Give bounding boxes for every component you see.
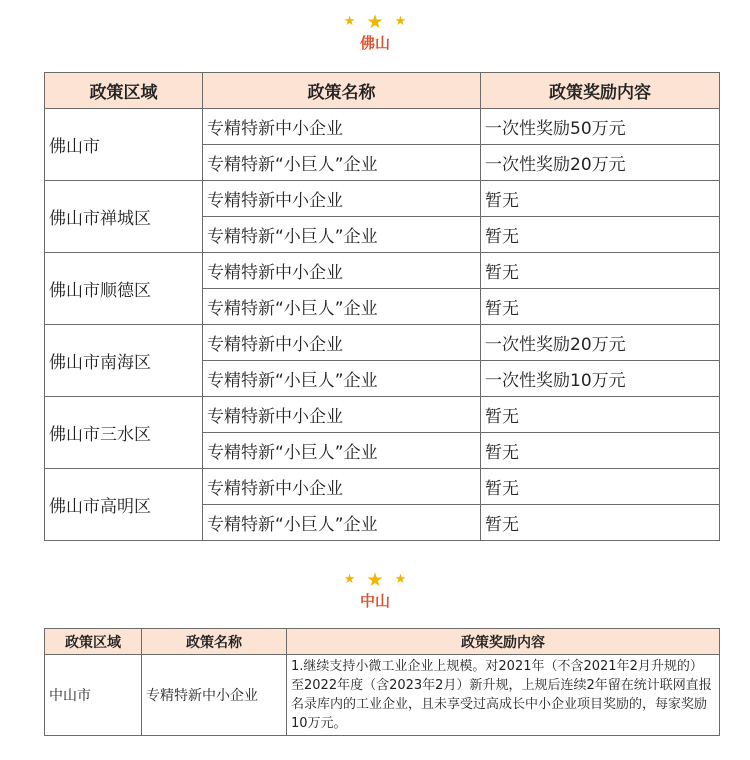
star-icon: ★ <box>394 571 407 587</box>
region-cell: 佛山市 <box>45 109 203 181</box>
reward-cell: 一次性奖励20万元 <box>481 325 720 361</box>
star-icon: ★ <box>343 571 356 587</box>
table-header-row <box>45 629 720 655</box>
reward-cell: 一次性奖励50万元 <box>481 109 720 145</box>
policy-name-cell: 专精特新中小企业 <box>203 325 481 361</box>
star-icon: ★ <box>366 10 384 33</box>
star-icon: ★ <box>366 568 384 591</box>
reward-cell: 一次性奖励20万元 <box>481 145 720 181</box>
region-cell: 佛山市南海区 <box>45 325 203 397</box>
reward-cell: 暂无 <box>481 181 720 217</box>
reward-cell: 一次性奖励10万元 <box>481 361 720 397</box>
table-row <box>45 253 720 289</box>
reward-cell: 暂无 <box>481 397 720 433</box>
policy-name-cell: 专精特新“小巨人”企业 <box>203 433 481 469</box>
header-policy-name: 政策名称 <box>142 629 287 655</box>
star-icon: ★ <box>343 13 356 29</box>
table-row <box>45 655 720 736</box>
policy-name-cell: 专精特新“小巨人”企业 <box>203 505 481 541</box>
header-reward: 政策奖励内容 <box>481 73 720 109</box>
header-reward: 政策奖励内容 <box>287 629 720 655</box>
foshan-title: 佛山 <box>359 34 390 52</box>
region-cell: 佛山市禅城区 <box>45 181 203 253</box>
zhongshan-section-header <box>0 568 750 612</box>
reward-cell: 暂无 <box>481 253 720 289</box>
reward-cell: 暂无 <box>481 433 720 469</box>
table-row <box>45 469 720 505</box>
policy-name-cell: 专精特新“小巨人”企业 <box>203 289 481 325</box>
policy-name-cell: 专精特新中小企业 <box>203 397 481 433</box>
reward-cell: 暂无 <box>481 505 720 541</box>
policy-name-cell: 专精特新中小企业 <box>203 109 481 145</box>
reward-cell: 1.继续支持小微工业企业上规模。对2021年（不含2021年2月升规的）至2022年度（含2023年2月）新升规，上规后连续2年留在统计联网直报名录库内的工业企业，且未享受过高成长中小企业项目奖励的，每家奖励10万元。 <box>287 655 720 736</box>
zhongshan-stars <box>0 568 750 590</box>
table-row <box>45 109 720 145</box>
reward-cell: 暂无 <box>481 217 720 253</box>
foshan-policy-table <box>44 72 720 541</box>
policy-name-cell: 专精特新“小巨人”企业 <box>203 361 481 397</box>
policy-name-cell: 专精特新中小企业 <box>203 469 481 505</box>
table-header-row <box>45 73 720 109</box>
table-row <box>45 181 720 217</box>
policy-name-cell: 专精特新“小巨人”企业 <box>203 145 481 181</box>
header-region: 政策区域 <box>45 73 203 109</box>
policy-name-cell: 专精特新中小企业 <box>203 253 481 289</box>
table-row <box>45 325 720 361</box>
reward-cell: 暂无 <box>481 469 720 505</box>
header-policy-name: 政策名称 <box>203 73 481 109</box>
zhongshan-title: 中山 <box>359 592 390 610</box>
zhongshan-policy-table <box>44 628 720 736</box>
header-region: 政策区域 <box>45 629 142 655</box>
policy-name-cell: 专精特新“小巨人”企业 <box>203 217 481 253</box>
foshan-stars <box>0 10 750 32</box>
region-cell: 佛山市顺德区 <box>45 253 203 325</box>
region-cell: 佛山市高明区 <box>45 469 203 541</box>
policy-name-cell: 专精特新中小企业 <box>142 655 287 736</box>
foshan-section-header <box>0 10 750 54</box>
region-cell: 佛山市三水区 <box>45 397 203 469</box>
table-row <box>45 397 720 433</box>
policy-name-cell: 专精特新中小企业 <box>203 181 481 217</box>
region-cell: 中山市 <box>45 655 142 736</box>
star-icon: ★ <box>394 13 407 29</box>
reward-cell: 暂无 <box>481 289 720 325</box>
